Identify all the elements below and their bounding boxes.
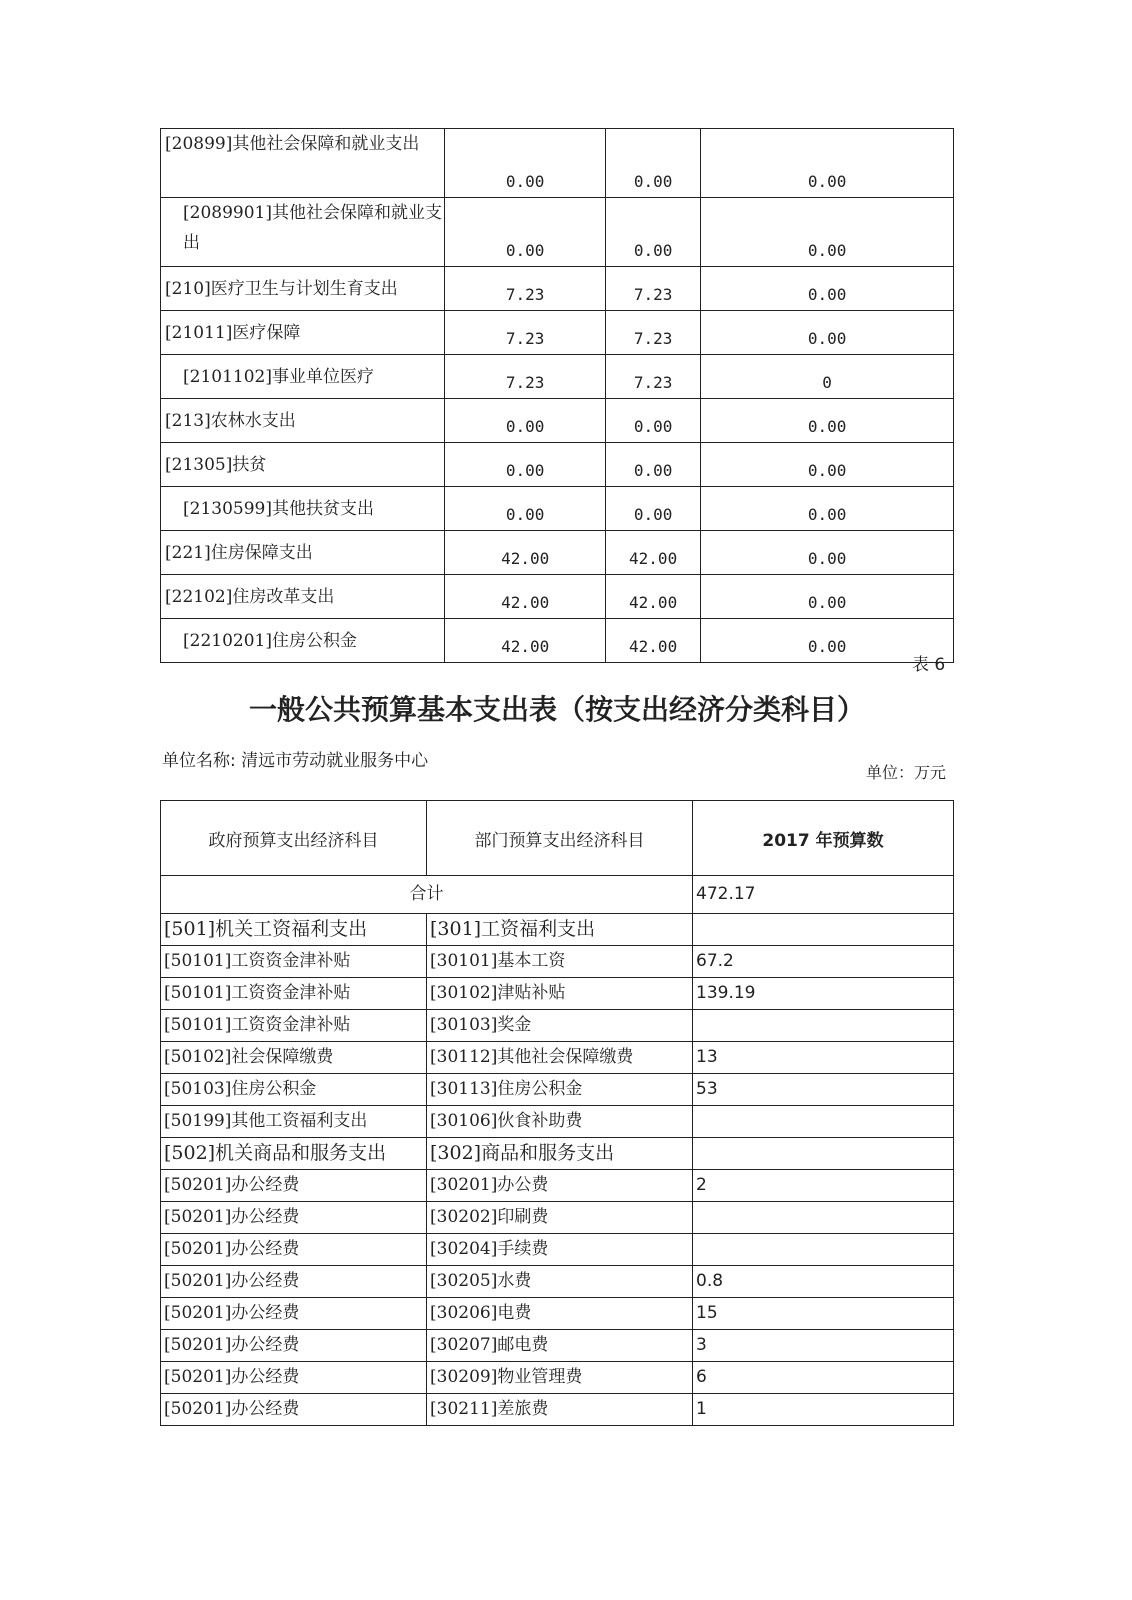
total-label: 合计	[161, 876, 693, 914]
row-name: [210]医疗卫生与计划生育支出	[161, 267, 445, 311]
budget-value-cell: 15	[693, 1298, 954, 1330]
row-basic: 7.23	[606, 355, 701, 399]
table-row	[161, 1138, 954, 1170]
table-row	[161, 1266, 954, 1298]
budget-value-cell	[693, 914, 954, 946]
gov-category-cell: [50201]办公经费	[161, 1362, 427, 1394]
row-basic: 0.00	[606, 399, 701, 443]
gov-category-cell: [50201]办公经费	[161, 1394, 427, 1426]
row-name: [22102]住房改革支出	[161, 575, 445, 619]
table-row	[161, 198, 954, 267]
dept-category-cell: [30113]住房公积金	[427, 1074, 693, 1106]
row-total: 42.00	[445, 531, 606, 575]
row-project: 0.00	[701, 267, 954, 311]
row-total: 7.23	[445, 355, 606, 399]
budget-value-cell	[693, 1202, 954, 1234]
table-row	[161, 575, 954, 619]
gov-category-cell: [50101]工资资金津补贴	[161, 1010, 427, 1042]
dept-category-cell: [30202]印刷费	[427, 1202, 693, 1234]
budget-function-table-body	[161, 129, 954, 663]
budget-value-cell: 0.8	[693, 1266, 954, 1298]
header-dept-category: 部门预算支出经济科目	[427, 801, 693, 876]
budget-value-cell: 139.19	[693, 978, 954, 1010]
dept-category-cell: [30106]伙食补助费	[427, 1106, 693, 1138]
dept-category-cell: [30103]奖金	[427, 1010, 693, 1042]
row-total: 0.00	[445, 198, 606, 267]
table-row	[161, 1010, 954, 1042]
dept-category-cell: [30209]物业管理费	[427, 1362, 693, 1394]
table-row	[161, 399, 954, 443]
table-row	[161, 129, 954, 198]
row-name: [213]农林水支出	[161, 399, 445, 443]
row-name: [2130599]其他扶贫支出	[161, 487, 445, 531]
row-project: 0.00	[701, 399, 954, 443]
gov-category-cell: [50201]办公经费	[161, 1170, 427, 1202]
row-name: [21305]扶贫	[161, 443, 445, 487]
budget-value-cell: 67.2	[693, 946, 954, 978]
economic-classification-table-body	[161, 876, 954, 1426]
row-project: 0.00	[701, 129, 954, 198]
dept-category-cell: [30101]基本工资	[427, 946, 693, 978]
budget-value-cell: 53	[693, 1074, 954, 1106]
gov-category-cell: [50201]办公经费	[161, 1202, 427, 1234]
table-header-row	[161, 801, 954, 876]
dept-category-cell: [30211]差旅费	[427, 1394, 693, 1426]
row-basic: 0.00	[606, 129, 701, 198]
row-basic: 0.00	[606, 443, 701, 487]
row-name: [21011]医疗保障	[161, 311, 445, 355]
gov-category-cell: [50101]工资资金津补贴	[161, 946, 427, 978]
row-name: [2210201]住房公积金	[161, 619, 445, 663]
gov-category-cell: [50201]办公经费	[161, 1330, 427, 1362]
row-project: 0.00	[701, 311, 954, 355]
table-row	[161, 1042, 954, 1074]
row-total: 7.23	[445, 311, 606, 355]
row-project: 0.00	[701, 531, 954, 575]
table-row	[161, 946, 954, 978]
row-basic: 0.00	[606, 198, 701, 267]
table-row	[161, 1106, 954, 1138]
row-project: 0.00	[701, 443, 954, 487]
dept-category-cell: [30207]邮电费	[427, 1330, 693, 1362]
total-value: 472.17	[693, 876, 954, 914]
budget-value-cell	[693, 1138, 954, 1170]
row-project: 0	[701, 355, 954, 399]
currency-unit: 单位：万元	[866, 763, 947, 782]
row-total: 0.00	[445, 487, 606, 531]
dept-category-cell: [30102]津贴补贴	[427, 978, 693, 1010]
gov-category-cell: [50201]办公经费	[161, 1266, 427, 1298]
row-total: 0.00	[445, 399, 606, 443]
row-project: 0.00	[701, 487, 954, 531]
dept-category-cell: [302]商品和服务支出	[427, 1138, 693, 1170]
gov-category-cell: [502]机关商品和服务支出	[161, 1138, 427, 1170]
row-basic: 7.23	[606, 311, 701, 355]
table-row	[161, 1298, 954, 1330]
budget-value-cell	[693, 1010, 954, 1042]
row-project: 0.00	[701, 619, 954, 663]
dept-category-cell: [30201]办公费	[427, 1170, 693, 1202]
gov-category-cell: [50201]办公经费	[161, 1298, 427, 1330]
row-basic: 42.00	[606, 575, 701, 619]
table-row	[161, 267, 954, 311]
table-row	[161, 1170, 954, 1202]
table-number: 表 6	[912, 655, 946, 675]
row-name: [2101102]事业单位医疗	[161, 355, 445, 399]
header-budget-2017: 2017 年预算数	[693, 801, 954, 876]
row-basic: 42.00	[606, 619, 701, 663]
table-row	[161, 1330, 954, 1362]
table-row	[161, 311, 954, 355]
budget-value-cell	[693, 1106, 954, 1138]
row-total: 42.00	[445, 575, 606, 619]
budget-value-cell: 1	[693, 1394, 954, 1426]
gov-category-cell: [501]机关工资福利支出	[161, 914, 427, 946]
table-row	[161, 1394, 954, 1426]
row-basic: 0.00	[606, 487, 701, 531]
gov-category-cell: [50199]其他工资福利支出	[161, 1106, 427, 1138]
dept-category-cell: [301]工资福利支出	[427, 914, 693, 946]
budget-value-cell: 3	[693, 1330, 954, 1362]
table-row	[161, 1074, 954, 1106]
gov-category-cell: [50103]住房公积金	[161, 1074, 427, 1106]
row-basic: 7.23	[606, 267, 701, 311]
table-row	[161, 619, 954, 663]
page-title: 一般公共预算基本支出表（按支出经济分类科目）	[248, 693, 865, 726]
table-row	[161, 531, 954, 575]
unit-name: 单位名称: 清远市劳动就业服务中心	[162, 751, 429, 771]
budget-value-cell: 6	[693, 1362, 954, 1394]
dept-category-cell: [30204]手续费	[427, 1234, 693, 1266]
dept-category-cell: [30112]其他社会保障缴费	[427, 1042, 693, 1074]
table-row	[161, 1234, 954, 1266]
row-total: 0.00	[445, 129, 606, 198]
table-row	[161, 355, 954, 399]
row-total: 0.00	[445, 443, 606, 487]
row-name: [221]住房保障支出	[161, 531, 445, 575]
table-row	[161, 914, 954, 946]
row-project: 0.00	[701, 198, 954, 267]
row-total: 42.00	[445, 619, 606, 663]
budget-value-cell: 2	[693, 1170, 954, 1202]
row-name: [20899]其他社会保障和就业支出	[161, 129, 445, 198]
table-row	[161, 443, 954, 487]
row-project: 0.00	[701, 575, 954, 619]
gov-category-cell: [50201]办公经费	[161, 1234, 427, 1266]
gov-category-cell: [50101]工资资金津补贴	[161, 978, 427, 1010]
budget-value-cell: 13	[693, 1042, 954, 1074]
dept-category-cell: [30205]水费	[427, 1266, 693, 1298]
header-gov-category: 政府预算支出经济科目	[161, 801, 427, 876]
budget-function-table	[160, 128, 954, 663]
row-total: 7.23	[445, 267, 606, 311]
economic-classification-table	[160, 800, 954, 1426]
row-name: [2089901]其他社会保障和就业支出	[161, 198, 445, 267]
table-row	[161, 1202, 954, 1234]
gov-category-cell: [50102]社会保障缴费	[161, 1042, 427, 1074]
table-row	[161, 978, 954, 1010]
budget-value-cell	[693, 1234, 954, 1266]
table-row	[161, 1362, 954, 1394]
row-basic: 42.00	[606, 531, 701, 575]
table-row	[161, 487, 954, 531]
dept-category-cell: [30206]电费	[427, 1298, 693, 1330]
total-row	[161, 876, 954, 914]
